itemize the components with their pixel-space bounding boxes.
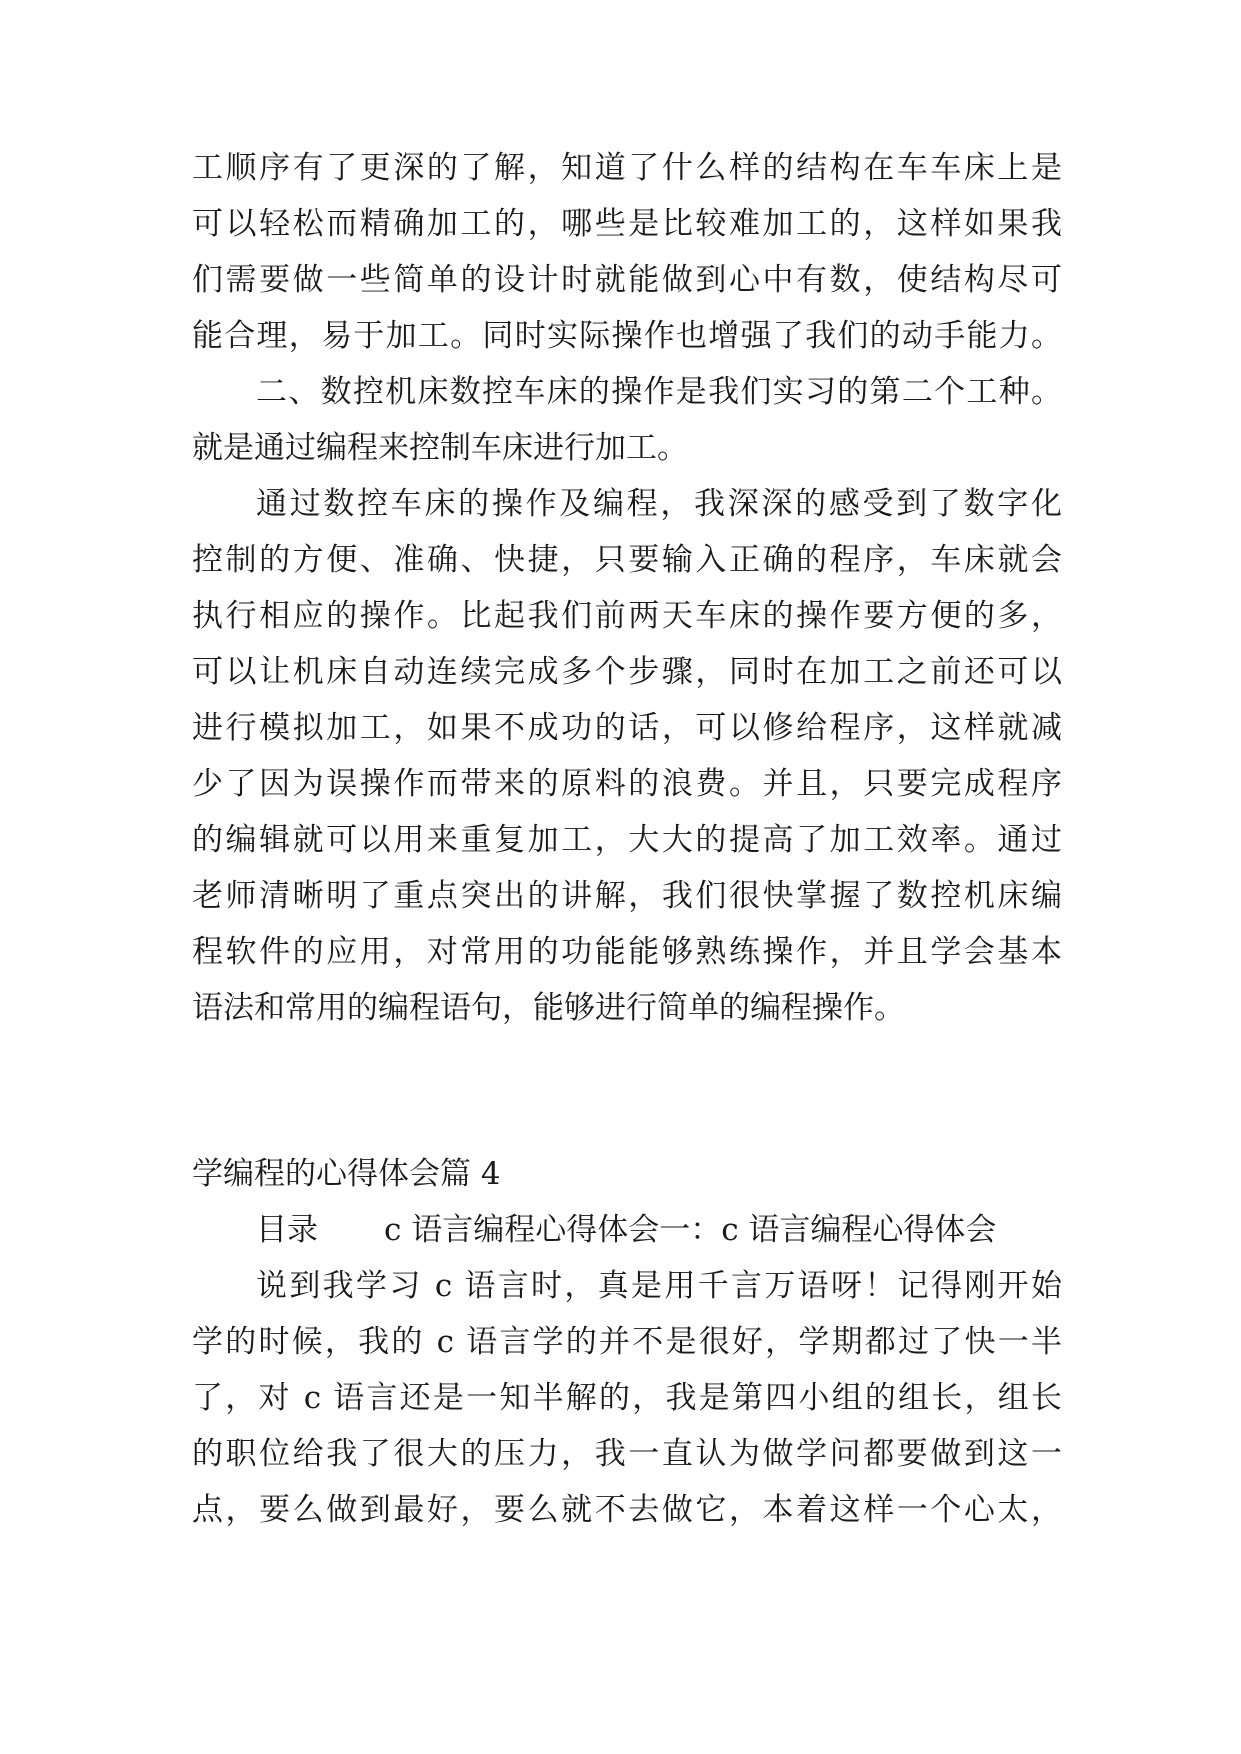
toc-entry: c 语言编程心得体会一：c 语言编程心得体会 (384, 1212, 997, 1248)
paragraph-3-line-3: 执行相应的操作。比起我们前两天车床的操作要方便的多， (192, 598, 1062, 634)
section-heading: 学编程的心得体会篇 4 (192, 1156, 501, 1192)
paragraph-1-line-3: 们需要做一些简单的设计时就能做到心中有数，使结构尽可 (192, 262, 1062, 298)
paragraph-3-line-1: 通过数控车床的操作及编程，我深深的感受到了数字化 (256, 486, 1062, 522)
paragraph-3-line-4: 可以让机床自动连续完成多个步骤，同时在加工之前还可以 (192, 654, 1062, 690)
paragraph-1-line-1: 工顺序有了更深的了解，知道了什么样的结构在车车床上是 (192, 150, 1062, 186)
paragraph-2-line-1: 二、数控机床数控车床的操作是我们实习的第二个工种。 (256, 374, 1062, 410)
section-line-2: 学的时候，我的 c 语言学的并不是很好，学期都过了快一半 (192, 1324, 1062, 1360)
section-line-3: 了，对 c 语言还是一知半解的，我是第四小组的组长，组长 (192, 1380, 1062, 1416)
paragraph-3-line-7: 的编辑就可以用来重复加工，大大的提高了加工效率。通过 (192, 822, 1062, 858)
paragraph-3-line-5: 进行模拟加工，如果不成功的话，可以修给程序，这样就减 (192, 710, 1062, 746)
section-line-5: 点，要么做到最好，要么就不去做它，本着这样一个心太， (192, 1492, 1062, 1528)
paragraph-3-line-9: 程软件的应用，对常用的功能能够熟练操作，并且学会基本 (192, 934, 1062, 970)
paragraph-1-line-2: 可以轻松而精确加工的，哪些是比较难加工的，这样如果我 (192, 206, 1062, 242)
paragraph-3-line-6: 少了因为误操作而带来的原料的浪费。并且，只要完成程序 (192, 766, 1062, 802)
paragraph-3-line-2: 控制的方便、准确、快捷，只要输入正确的程序，车床就会 (192, 542, 1062, 578)
toc-line (256, 1210, 1062, 1250)
section-line-1: 说到我学习 c 语言时，真是用千言万语呀！记得刚开始 (256, 1268, 1062, 1304)
section-line-4: 的职位给我了很大的压力，我一直认为做学问都要做到这一 (192, 1436, 1062, 1472)
toc-label: 目录 (256, 1212, 318, 1248)
paragraph-2-line-2: 就是通过编程来控制车床进行加工。 (192, 430, 688, 466)
paragraph-1-line-4: 能合理，易于加工。同时实际操作也增强了我们的动手能力。 (192, 318, 1062, 354)
paragraph-3-line-10: 语法和常用的编程语句，能够进行简单的编程操作。 (192, 990, 905, 1026)
paragraph-3-line-8: 老师清晰明了重点突出的讲解，我们很快掌握了数控机床编 (192, 878, 1062, 914)
